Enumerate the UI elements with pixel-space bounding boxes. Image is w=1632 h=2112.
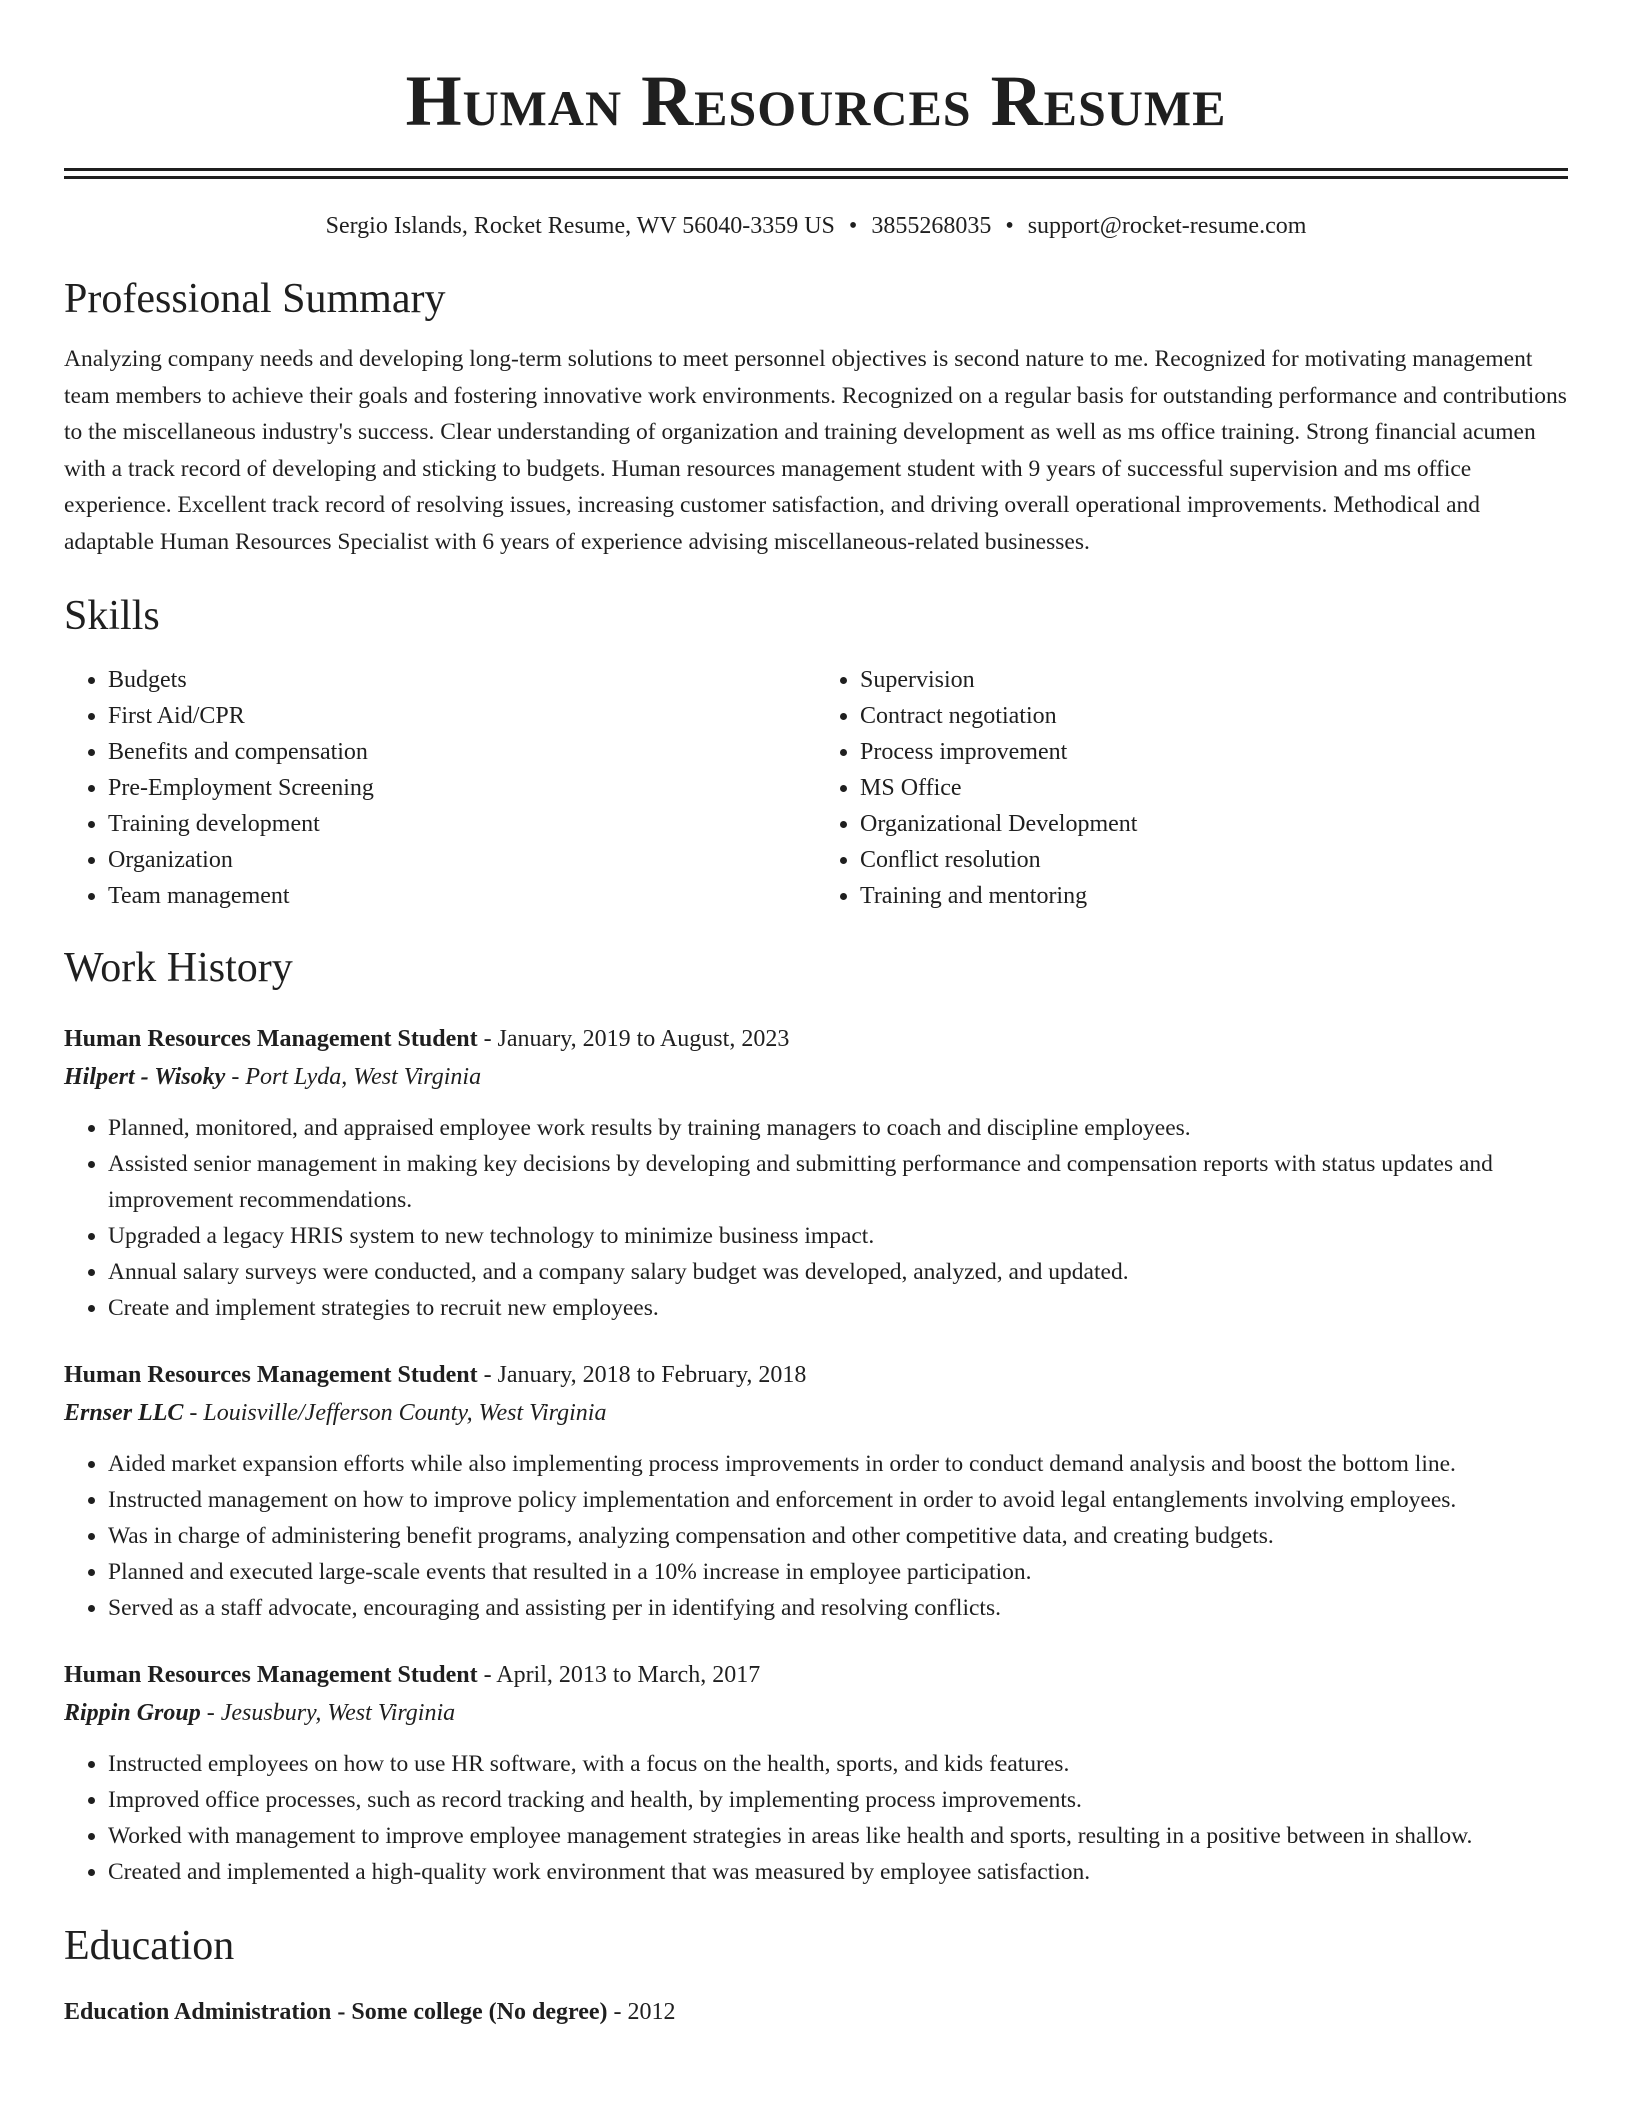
- skills-right-list: [816, 662, 1568, 914]
- education-heading: Education: [64, 1923, 235, 1969]
- skills-columns: [64, 662, 1568, 914]
- skill-item: • Team management: [108, 878, 816, 914]
- skills-heading: Skills: [64, 593, 160, 639]
- resume-page: [64, 0, 1568, 2030]
- job-bullet: • Created and implemented a high-quality work environment that was measured by employee satisfaction.: [108, 1854, 1568, 1890]
- education-degree: Education Administration - Some college (No degree): [64, 1999, 608, 2025]
- job-bullet: • Planned, monitored, and appraised employee work results by training managers to coach and discipline employees.: [108, 1110, 1568, 1146]
- job-company-line: [64, 1058, 1568, 1096]
- education-section: [64, 1920, 1568, 2030]
- work-history-section: [64, 942, 1568, 1890]
- job-bullets: [64, 1746, 1568, 1890]
- skill-item: • Organization: [108, 842, 816, 878]
- skill-item: • Conflict resolution: [860, 842, 1568, 878]
- education-entry: [64, 1994, 1568, 2030]
- job-location: - Jesusbury, West Virginia: [200, 1700, 456, 1726]
- job-entry: [64, 1656, 1568, 1890]
- job-bullet: • Aided market expansion efforts while also implementing process improvements in order to conduct demand analysis and boost the bottom line.: [108, 1446, 1568, 1482]
- skill-item: • MS Office: [860, 770, 1568, 806]
- job-bullet: • Was in charge of administering benefit programs, analyzing compensation and other competitive data, and creating budgets.: [108, 1518, 1568, 1554]
- skill-item: • Pre-Employment Screening: [108, 770, 816, 806]
- skill-item: • Contract negotiation: [860, 698, 1568, 734]
- contact-line: [64, 211, 1568, 241]
- job-bullet: • Instructed employees on how to use HR software, with a focus on the health, sports, and kids features.: [108, 1746, 1568, 1782]
- job-bullet: • Assisted senior management in making key decisions by developing and submitting performance and compensation reports with status updates and improvement recommendations.: [108, 1146, 1568, 1218]
- job-company-line: [64, 1694, 1568, 1732]
- skills-left-list: [64, 662, 816, 914]
- job-bullet: • Annual salary surveys were conducted, and a company salary budget was developed, analyzed, and updated.: [108, 1254, 1568, 1290]
- job-company: Hilpert - Wisoky: [64, 1064, 226, 1090]
- summary-text: Analyzing company needs and developing long-term solutions to meet personnel objectives is second nature to me. Recognized for motivating management team members to achieve their goals and fostering innovative work environments. Recognized on a regular basis for outstanding performance and contributions to the miscellaneous industry's success. Clear understanding of organization and training development as well as ms office training. Strong financial acumen with a track record of developing and sticking to budgets. Human resources management student with 9 years of successful supervision and ms office experience. Excellent track record of resolving issues, increasing customer satisfaction, and driving overall operational improvements. Methodical and adaptable Human Resources Specialist with 6 years of experience advising miscellaneous-related businesses.: [64, 346, 1567, 555]
- job-dates: - January, 2019 to August, 2023: [477, 1026, 790, 1052]
- skills-section: [64, 590, 1568, 914]
- job-entry: [64, 1356, 1568, 1626]
- skill-item: • First Aid/CPR: [108, 698, 816, 734]
- job-dates: - April, 2013 to March, 2017: [477, 1662, 761, 1688]
- skill-item: • Budgets: [108, 662, 816, 698]
- skill-item: • Organizational Development: [860, 806, 1568, 842]
- job-company: Ernser LLC: [64, 1400, 184, 1426]
- contact-phone: 3855268035: [871, 213, 992, 239]
- job-bullet: • Create and implement strategies to recruit new employees.: [108, 1290, 1568, 1326]
- job-bullet: • Upgraded a legacy HRIS system to new technology to minimize business impact.: [108, 1218, 1568, 1254]
- skill-item: • Benefits and compensation: [108, 734, 816, 770]
- resume-title: Human Resources Resume: [405, 61, 1227, 141]
- job-company-line: [64, 1394, 1568, 1432]
- work-history-heading: Work History: [64, 945, 293, 991]
- job-bullet: • Instructed management on how to improve policy implementation and enforcement in order to avoid legal entanglements involving employees.: [108, 1482, 1568, 1518]
- job-title: Human Resources Management Student: [64, 1662, 478, 1688]
- job-bullet: • Planned and executed large-scale events that resulted in a 10% increase in employee participation.: [108, 1554, 1568, 1590]
- job-bullet: • Worked with management to improve employee management strategies in areas like health and sports, resulting in a positive between in shallow.: [108, 1818, 1568, 1854]
- contact-email: support@rocket-resume.com: [1027, 213, 1307, 239]
- job-company: Rippin Group: [64, 1700, 201, 1726]
- summary-heading: Professional Summary: [64, 276, 446, 322]
- job-bullet: • Improved office processes, such as record tracking and health, by implementing process improvements.: [108, 1782, 1568, 1818]
- skill-item: • Process improvement: [860, 734, 1568, 770]
- job-header: [64, 1020, 1568, 1058]
- title-divider: [64, 168, 1568, 179]
- skill-item: • Training and mentoring: [860, 878, 1568, 914]
- skill-item: • Supervision: [860, 662, 1568, 698]
- job-header: [64, 1656, 1568, 1694]
- contact-address: Sergio Islands, Rocket Resume, WV 56040-3359 US: [325, 213, 835, 239]
- job-header: [64, 1356, 1568, 1394]
- job-title: Human Resources Management Student: [64, 1362, 478, 1388]
- job-bullets: [64, 1110, 1568, 1326]
- contact-separator: •: [848, 213, 858, 239]
- summary-section: [64, 273, 1568, 560]
- contact-separator: •: [1005, 213, 1014, 239]
- job-title: Human Resources Management Student: [64, 1026, 478, 1052]
- job-location: - Louisville/Jefferson County, West Virginia: [183, 1400, 607, 1426]
- job-bullets: [64, 1446, 1568, 1626]
- skill-item: • Training development: [108, 806, 816, 842]
- job-location: - Port Lyda, West Virginia: [225, 1064, 482, 1090]
- job-entry: [64, 1020, 1568, 1326]
- education-year: - 2012: [607, 1999, 676, 2025]
- job-dates: - January, 2018 to February, 2018: [477, 1362, 807, 1388]
- job-bullet: • Served as a staff advocate, encouraging and assisting per in identifying and resolving conflicts.: [108, 1590, 1568, 1626]
